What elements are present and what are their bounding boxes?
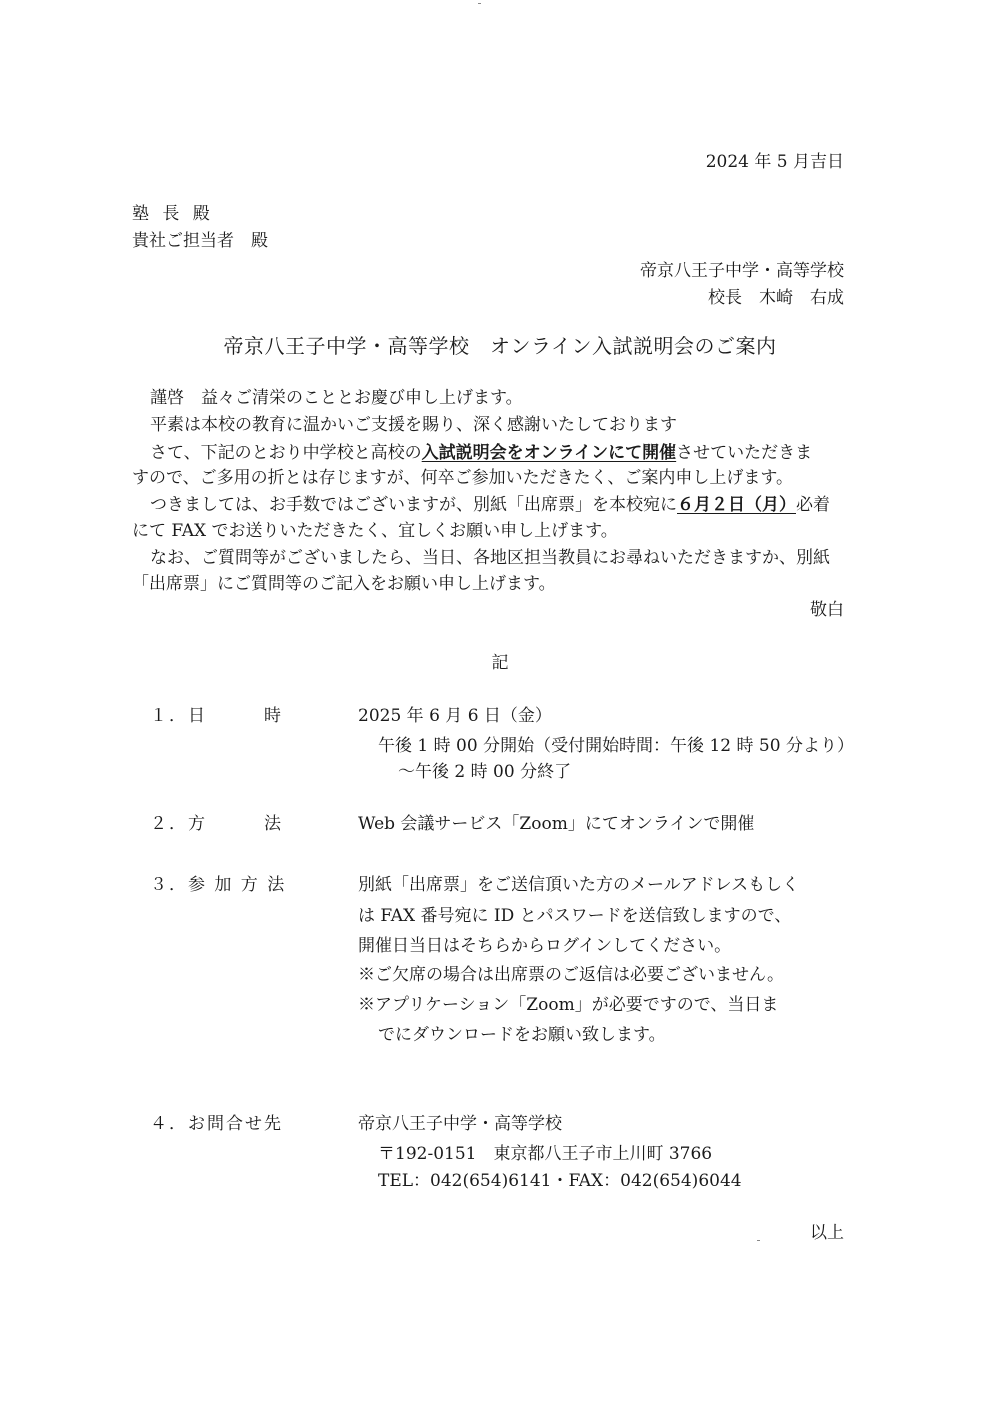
body-paragraph-3 [150,438,812,463]
end-mark: 以上 [810,1223,844,1243]
item-label-datetime: １．日 時 [150,706,283,726]
item-datetime-line-3: ～午後 2 時 00 分終了 [398,762,572,782]
contact-school: 帝京八王子中学・高等学校 [358,1114,562,1134]
item-label-contact: ４．お問合せ先 [150,1114,283,1134]
scan-speck [757,1240,760,1241]
body-paragraph-4-cont: にて FAX でお送りいただきたく、宜しくお願い申し上げます。 [132,521,618,541]
body-paragraph-1: 謹啓 益々ご清栄のこととお慶び申し上げます。 [150,388,523,408]
recipient-line-2: 貴社ご担当者 殿 [132,231,268,251]
sender-school: 帝京八王子中学・高等学校 [640,261,844,281]
item-participation-note-1: ※ご欠席の場合は出席票のご返信は必要ございません。 [358,965,785,985]
item-label-participation: ３．参 加 方 法 [150,875,287,895]
item-participation-line-1: 別紙「出席票」をご送信頂いた方のメールアドレスもしく [358,875,800,895]
item-label-method: ２．方 法 [150,814,283,834]
item-datetime-line-1: 2025 年 6 月 6 日（金） [358,706,552,726]
page-title: 帝京八王子中学・高等学校 オンライン入試説明会のご案内 [223,334,777,358]
body-paragraph-5: なお、ご質問等がございましたら、当日、各地区担当教員にお尋ねいただきますか、別紙 [150,548,830,568]
contact-phone-fax: TEL：042(654)6141・FAX：042(654)6044 [378,1171,742,1191]
body-paragraph-3-text-b: させていただきま [676,443,813,463]
body-paragraph-2: 平素は本校の教育に温かいご支援を賜り、深く感謝いたしております [150,415,677,435]
ki-heading: 記 [491,653,509,673]
item-participation-line-3: 開催日当日はそちらからログインしてください。 [358,936,732,956]
body-paragraph-3-text-a: さて、下記のとおり中学校と高校の [150,443,422,463]
closing-word: 敬白 [810,600,844,620]
document-date: 2024 年 5 月吉日 [705,152,844,172]
body-paragraph-3-cont: すので、ご多用の折とは存じますが、何卒ご参加いただきたく、ご案内申し上げます。 [132,468,793,488]
sender-principal: 校長 木崎 右成 [708,288,844,308]
item-participation-note-2-cont: でにダウンロードをお願い致します。 [378,1025,666,1045]
body-paragraph-5-cont: 「出席票」にご質問等のご記入をお願い申し上げます。 [132,574,556,594]
item-participation-line-2: は FAX 番号宛に ID とパスワードを送信致しますので、 [358,906,792,926]
item-method-line-1: Web 会議サービス「Zoom」にてオンラインで開催 [358,814,755,834]
body-paragraph-4-text-b: 必着 [796,495,830,515]
scan-speck [478,3,481,4]
body-paragraph-3-underline: 入試説明会をオンラインにて開催 [421,443,677,463]
item-participation-note-2: ※アプリケーション「Zoom」が必要ですので、当日ま [358,995,779,1015]
body-paragraph-4-text-a: つきましては、お手数ではございますが、別紙「出席票」を本校宛に [150,495,677,515]
contact-address: 〒192-0151 東京都八王子市上川町 3766 [378,1144,713,1164]
body-paragraph-4 [150,490,830,515]
recipient-line-1: 塾 長 殿 [132,204,214,224]
deadline-date: ６月２日（月） [677,495,796,515]
item-datetime-line-2: 午後 1 時 00 分開始（受付開始時間：午後 12 時 50 分より） [378,736,854,756]
